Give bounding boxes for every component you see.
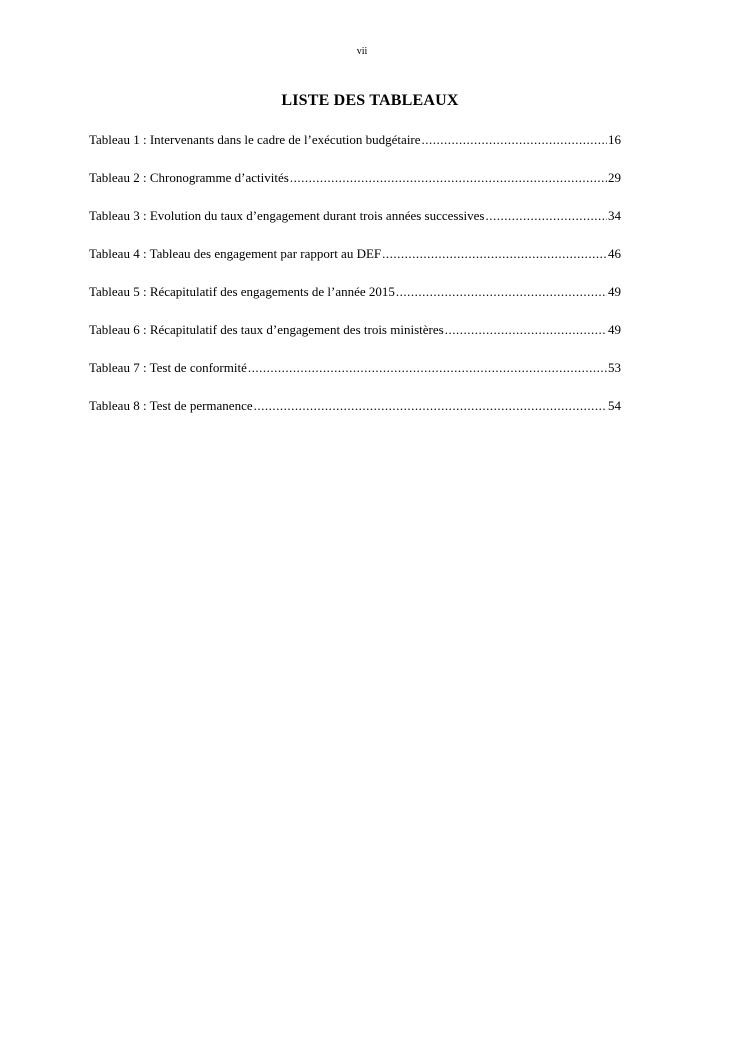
toc-entry-page: 46 [608, 246, 621, 261]
dot-leader [485, 208, 607, 224]
toc-entry-label: Tableau 5 : Récapitulatif des engagements de l’année 2015 [89, 284, 395, 299]
page-number: vii [356, 46, 368, 57]
toc-entry-1[interactable] [89, 132, 621, 170]
toc-entry-page: 49 [608, 322, 621, 337]
page-title: LISTE DES TABLEAUX [281, 92, 459, 109]
toc-entry-3[interactable] [89, 208, 621, 246]
toc-entry-4[interactable] [89, 246, 621, 284]
toc-entry-page: 53 [608, 360, 621, 375]
toc-entry-label: Tableau 4 : Tableau des engagement par rapport au DEF [89, 246, 382, 261]
toc-entry-8[interactable] [89, 398, 621, 436]
dot-leader [396, 284, 607, 300]
dot-leader [290, 170, 607, 186]
dot-leader [254, 398, 607, 414]
dot-leader [445, 322, 607, 338]
toc-entry-label: Tableau 6 : Récapitulatif des taux d’engagement des trois ministères [89, 322, 444, 337]
toc-entry-label: Tableau 3 : Evolution du taux d’engagement durant trois années successives [89, 208, 485, 223]
dot-leader [248, 360, 607, 376]
toc-entry-page: 49 [608, 284, 621, 299]
dot-leader [382, 246, 607, 262]
toc-entry-label: Tableau 8 : Test de permanence [89, 398, 253, 413]
toc-entry-page: 29 [608, 170, 621, 185]
table-list [89, 132, 621, 436]
toc-entry-label: Tableau 2 : Chronogramme d’activités [89, 170, 289, 185]
toc-entry-page: 34 [608, 208, 621, 223]
toc-entry-7[interactable] [89, 360, 621, 398]
toc-entry-5[interactable] [89, 284, 621, 322]
dot-leader [422, 132, 607, 148]
toc-entry-label: Tableau 1 : Intervenants dans le cadre de l’exécution budgétaire [89, 132, 421, 147]
toc-entry-6[interactable] [89, 322, 621, 360]
toc-entry-2[interactable] [89, 170, 621, 208]
toc-entry-label: Tableau 7 : Test de conformité [89, 360, 247, 375]
toc-entry-page: 54 [608, 398, 621, 413]
toc-entry-page: 16 [608, 132, 621, 147]
